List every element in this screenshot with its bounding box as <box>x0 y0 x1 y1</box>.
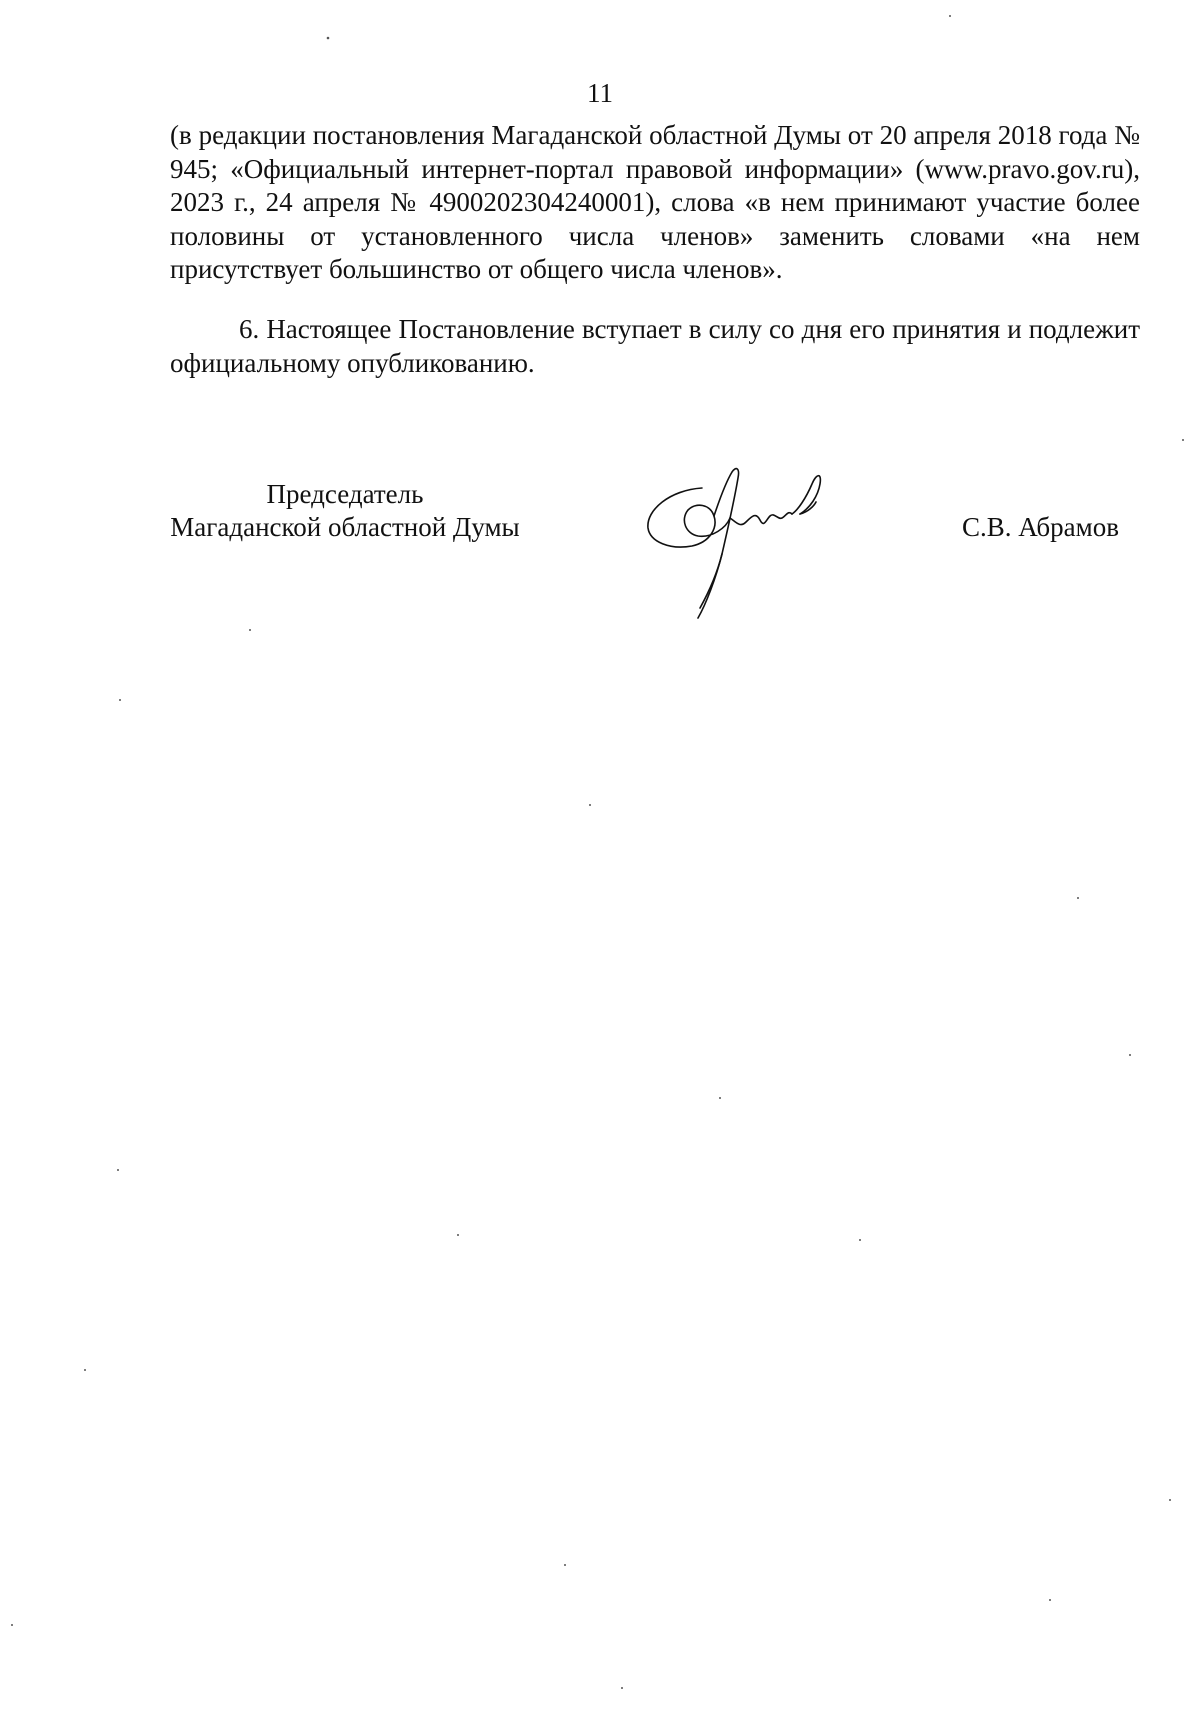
handwritten-signature-icon <box>640 458 830 628</box>
page-number: 11 <box>587 78 613 108</box>
signer-position <box>150 478 540 544</box>
item-6-paragraph: 6. Настоящее Постановление вступает в силу со дня его принятия и подлежит официальному опубликованию. <box>170 314 1140 378</box>
signer-position-line2: Магаданской областной Думы <box>170 512 520 542</box>
signer-position-line1: Председатель <box>266 479 424 509</box>
signer-name: С.В. Абрамов <box>962 512 1119 542</box>
signature-block <box>150 478 1150 638</box>
amendment-paragraph: (в редакции постановления Магаданской областной Думы от 20 апреля 2018 года № 945; «Официальный интернет-портал правовой информации» (www.pravo.gov.ru), 2023 г., 24 апреля № 4900202304240001), слова «в нем принимают участие более половины от установленного числа членов» заменить словами «на нем присутствует большинство от общего числа членов». <box>170 120 1140 284</box>
